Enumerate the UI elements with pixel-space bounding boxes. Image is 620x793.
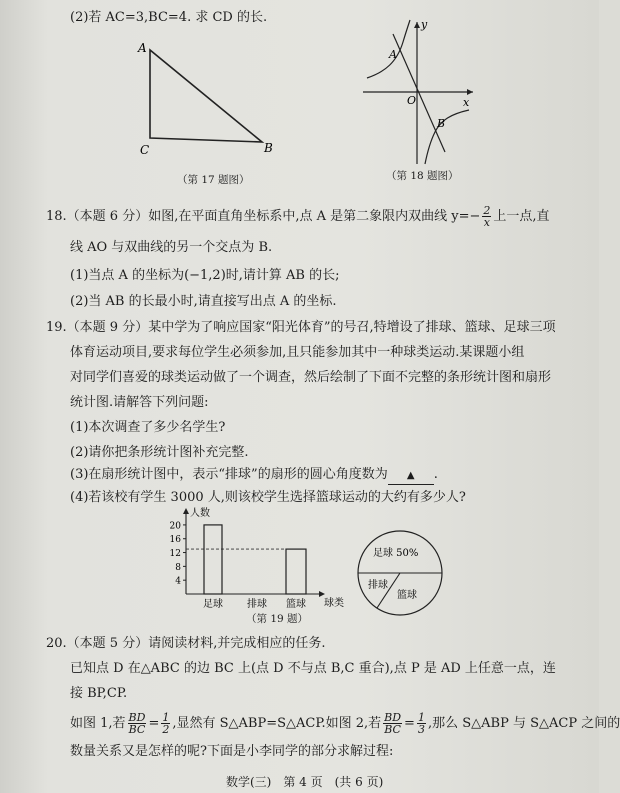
x-tick-label: 篮球: [286, 599, 306, 610]
q17-part2: (2)若 AC=3,BC=4. 求 CD 的长.: [70, 10, 268, 25]
q18-part2: (2)当 AB 的长最小时,请直接写出点 A 的坐标.: [70, 294, 337, 309]
q18-intro-tail: 上一点,直: [493, 209, 550, 224]
q20-line3: 接 BP,CP.: [70, 686, 128, 701]
q19-bar-chart: [160, 508, 360, 616]
q18-intro-line2: 线 AO 与双曲线的另一个交点为 B.: [70, 240, 273, 255]
q20-frac3-num: BD: [384, 711, 402, 724]
pie-label-football: 足球 50%: [373, 548, 419, 559]
y-axis-label: 人数: [190, 508, 210, 519]
q20-frac4: [417, 712, 426, 735]
q18-fraction: [482, 205, 491, 228]
q20-frac4-num: 1: [417, 711, 425, 724]
q20-frac2-num: 1: [162, 711, 170, 724]
q20-l4-d: =: [404, 716, 415, 731]
pie-label-basketball: 篮球: [397, 590, 417, 601]
q20-frac1-den: BC: [128, 723, 146, 736]
q20-frac1-num: BD: [128, 711, 146, 724]
y-tick-label: 12: [169, 549, 181, 560]
y-tick-label: 4: [175, 576, 181, 587]
x-tick-label: 排球: [247, 599, 267, 610]
q20-l4-b: =: [148, 716, 160, 731]
q19-pie-chart: [355, 528, 445, 618]
q19-part3-end: .: [433, 467, 438, 482]
q19-line2: 体育运动项目,要求每位学生必须参加,且只能参加其中一种球类运动.某课题小组: [70, 345, 525, 360]
q17-triangle-figure: [130, 36, 280, 160]
q20-l4-e: ,那么 S△ABP 与 S△ACP 之间的: [427, 716, 620, 731]
x-axis-label: 球类: [324, 598, 344, 609]
q20-frac2-den: 2: [162, 723, 170, 736]
q18-point-b: B: [437, 117, 446, 130]
bar-2: [286, 549, 306, 594]
q20-line5: 数量关系又是怎样的呢?下面是小李同学的部分求解过程:: [70, 744, 394, 759]
q19-line1: 19.（本题 9 分）某中学为了响应国家“阳光体育”的号召,特增设了排球、篮球、足球三项: [46, 320, 556, 335]
q18-origin: O: [407, 94, 417, 107]
q17-label-a: A: [138, 41, 147, 55]
q20-line1: 20.（本题 5 分）请阅读材料,并完成相应的任务.: [46, 636, 326, 651]
pie-label-volleyball: 排球: [368, 580, 388, 591]
q20-frac3: [383, 712, 402, 735]
q18-axis-y: y: [421, 18, 428, 31]
x-tick-label: 足球: [203, 599, 223, 610]
page-footer: 数学(三) 第 4 页 (共 6 页): [226, 775, 384, 789]
q17-label-b: B: [264, 141, 273, 155]
x-axis-arrow-icon: [319, 591, 325, 597]
q20-frac2: [161, 712, 170, 735]
q20-line4: [70, 712, 620, 735]
q19-part3-text: (3)在扇形统计图中，表示“排球”的扇形的圆心角度数为: [70, 467, 388, 482]
q18-point-a: A: [389, 48, 397, 61]
answer-blank[interactable]: [388, 467, 434, 485]
q20-frac4-den: 3: [417, 723, 425, 736]
q18-intro-text: 18.（本题 6 分）如图,在平面直角坐标系中,点 A 是第二象限内双曲线 y=−: [46, 209, 481, 224]
q20-l4-c: ,显然有 S△ABP=S△ACP.如图 2,若: [172, 716, 382, 731]
bar-0: [204, 525, 222, 594]
q18-frac-den: x: [483, 216, 490, 229]
q19-part1: (1)本次调查了多少名学生?: [70, 420, 226, 435]
q18-intro: [46, 205, 550, 228]
y-tick-label: 20: [169, 521, 181, 532]
q18-frac-num: 2: [483, 204, 491, 217]
q19-part3: [70, 467, 438, 485]
q19-line4: 统计图.请解答下列问题:: [70, 395, 209, 410]
y-axis-arrow-icon: [183, 508, 189, 514]
q18-caption: （第 18 题图）: [386, 170, 459, 182]
blank-triangle-icon: ▲: [406, 470, 415, 481]
q17-caption: （第 17 题图）: [177, 174, 250, 186]
q20-frac1: [128, 712, 147, 735]
q19-part4: (4)若该校有学生 3000 人,则该校学生选择篮球运动的大约有多少人?: [70, 490, 466, 505]
q18-hyperbola-figure: [355, 16, 480, 166]
q17-label-c: C: [140, 143, 150, 157]
q19-line3: 对同学们喜爱的球类运动做了一个调查，然后绘制了下面不完整的条形统计图和扇形: [70, 370, 552, 385]
y-tick-label: 16: [169, 535, 181, 546]
q20-l4-a: 如图 1,若: [70, 716, 126, 731]
q20-frac3-den: BC: [384, 723, 401, 736]
q19-caption: （第 19 题）: [246, 613, 309, 625]
q19-part2: (2)请你把条形统计图补充完整.: [70, 445, 249, 460]
q20-line2: 已知点 D 在△ABC 的边 BC 上(点 D 不与点 B,C 重合),点 P 是 AD 上任意一点，连: [70, 661, 556, 676]
q18-axis-x: x: [463, 96, 470, 109]
q18-part1: (1)当点 A 的坐标为(−1,2)时,请计算 AB 的长;: [70, 268, 340, 283]
y-tick-label: 8: [175, 562, 181, 573]
